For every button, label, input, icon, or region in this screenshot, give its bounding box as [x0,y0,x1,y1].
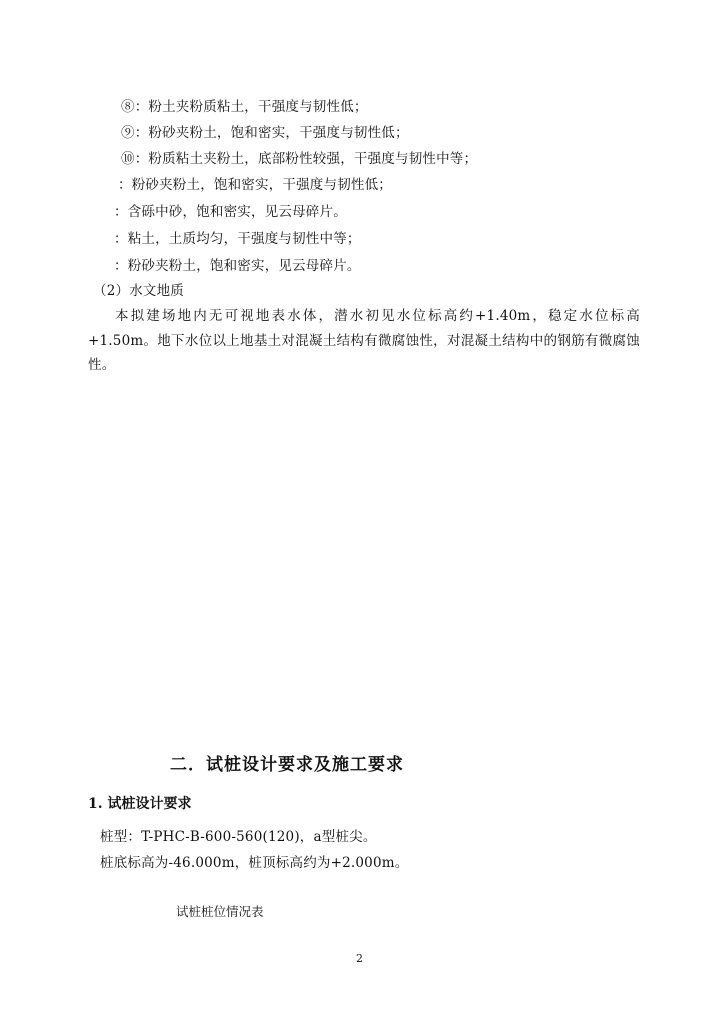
pile-elevation-line: 桩底标高为-46.000m，桩顶标高约为+2.000m。 [100,855,409,871]
page-number: 2 [356,952,363,965]
soil-layer-13: ：粘土，土质均匀，干强度与韧性中等； [114,231,361,247]
section-title: 二．试桩设计要求及施工要求 [170,755,404,775]
soil-layer-11: ：粉砂夹粉土，饱和密实，干强度与韧性低； [118,177,392,193]
subsection-title: 1. 试桩设计要求 [88,796,192,812]
soil-layer-9: ⑨：粉砂夹粉土，饱和密实，干强度与韧性低； [121,125,409,141]
soil-layer-10: ⑩：粉质粘土夹粉土，底部粉性较强，干强度与韧性中等； [121,151,478,167]
pile-type-line: 桩型：T-PHC-B-600-560(120)，a型桩尖。 [100,829,377,845]
hydro-heading: （2）水文地质 [93,283,184,299]
soil-layer-8: ⑧：粉土夹粉质粘土，干强度与韧性低； [121,99,368,115]
table-caption: 试桩桩位情况表 [176,904,264,919]
soil-layer-14: ：粉砂夹粉土，饱和密实，见云母碎片。 [114,258,361,274]
soil-layer-12: ：含砾中砂，饱和密实，见云母碎片。 [114,204,347,220]
hydro-paragraph: 本拟建场地内无可视地表水体，潜水初见水位标高约+1.40m，稳定水位标高+1.50m。地下水位以上地基土对混凝土结构有微腐蚀性，对混凝土结构中的钢筋有微腐蚀性。 [88,308,640,373]
